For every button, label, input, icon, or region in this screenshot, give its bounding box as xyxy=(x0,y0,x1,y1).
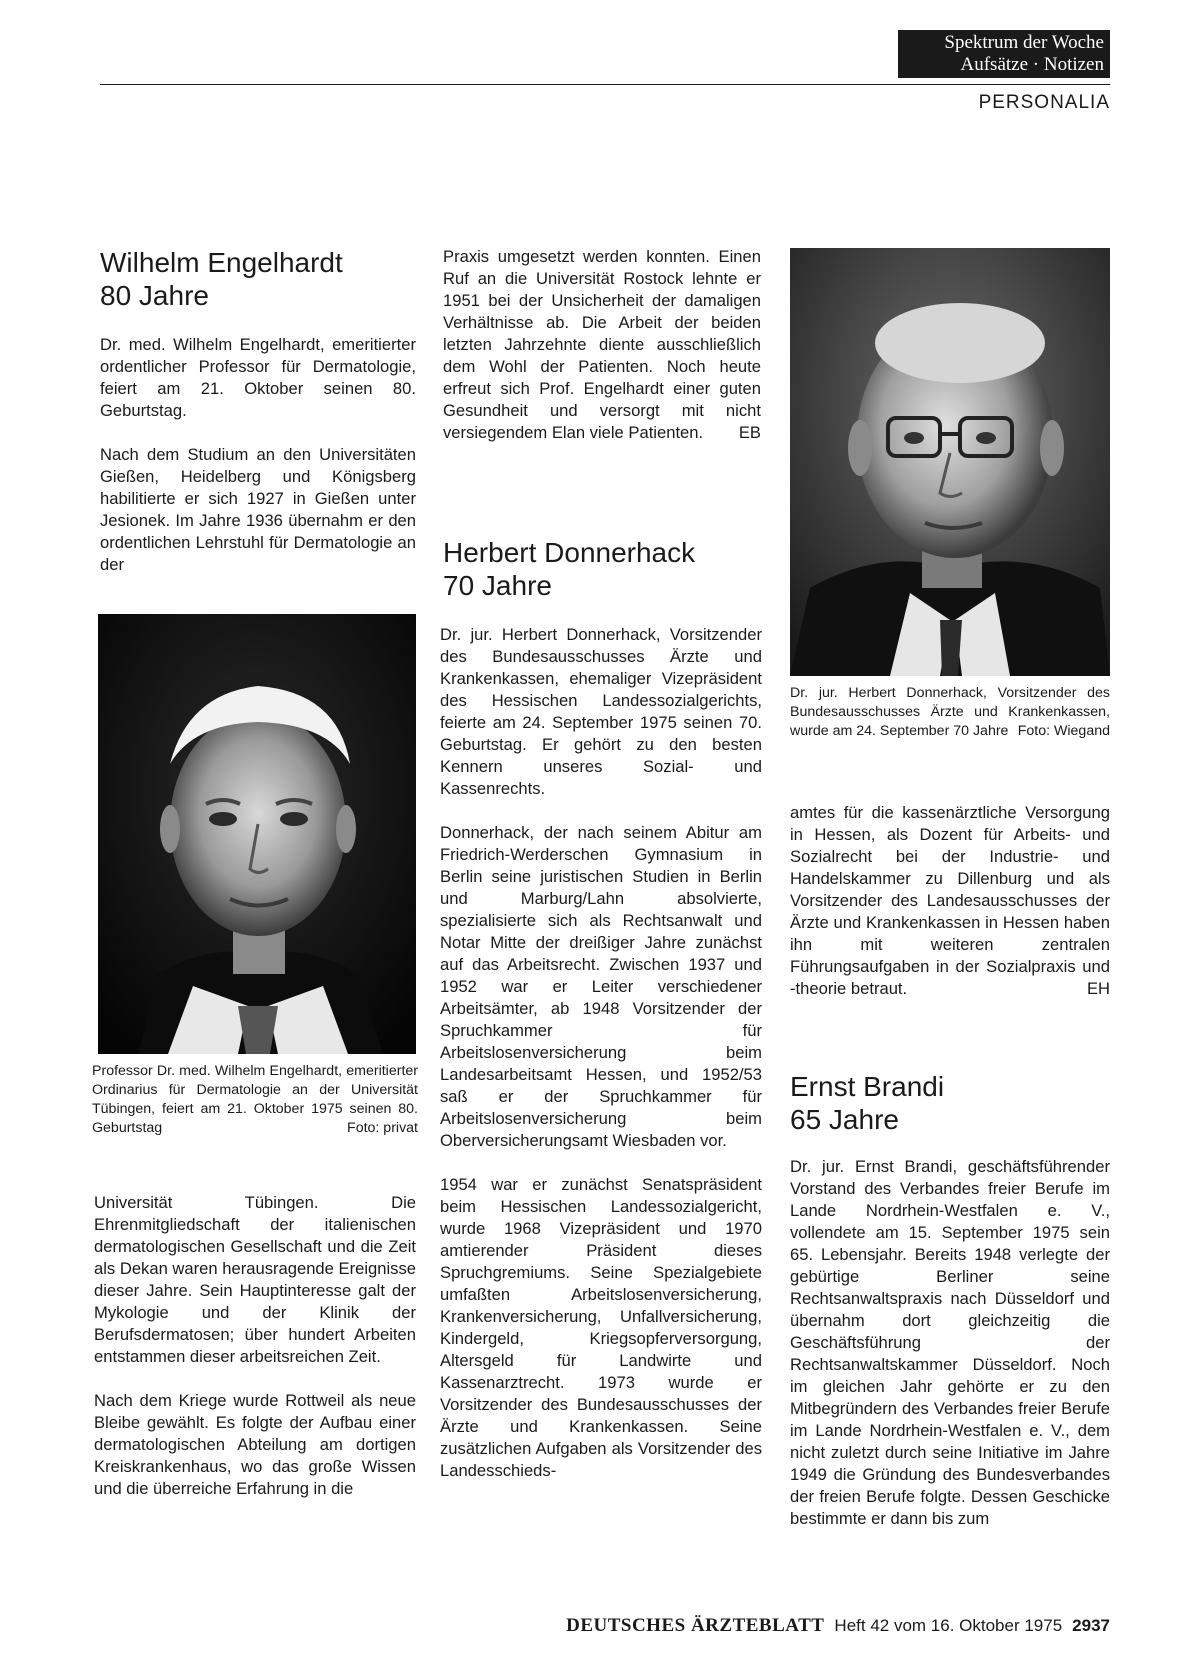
portrait-photo-donnerhack xyxy=(790,248,1110,676)
article2-signature: EH xyxy=(1086,979,1110,998)
section-label: PERSONALIA xyxy=(978,92,1110,113)
article2-column3-paragraph: amtes für die kassenärztliche Versorgung in Hessen, als Dozent für Arbeits- und Sozialrecht bei der Industrie- und Handelskammer zu Dillenburg und als Vorsitzender des Landesausschusses der Ärzte und Krankenkassen in Hessen haben ihn mit weiteren zentralen Führungsaufgaben in der Sozialpraxis und -theorie betraut. xyxy=(790,803,1110,998)
page-footer xyxy=(447,1616,1110,1636)
article2-caption-text: Dr. jur. Herbert Donnerhack, Vorsitzender des Bundesausschusses Ärzte und Krankenkassen, wurde am 24. September 70 Jahre xyxy=(790,685,1110,739)
article3-title-name: Ernst Brandi xyxy=(790,1071,945,1102)
article1-paragraph: Universität Tübingen. Die Ehrenmitgliedschaft der italienischen dermatologischen Gesellschaft und die Zeit als Dekan waren herausragende Ereignisse dieser Jahre. Sein Hauptinteresse galt der Mykologie und der Klinik der Berufsdermatosen; über hundert Arbeiten entstammen dieser arbeitsreichen Zeit. xyxy=(94,1193,416,1366)
article2-text xyxy=(440,624,762,1482)
article1-title xyxy=(100,246,430,312)
footer-page-number: 2937 xyxy=(1072,1616,1110,1635)
article1-photo-caption xyxy=(92,1062,418,1138)
header-box-line2: Aufsätze · Notizen xyxy=(960,54,1104,75)
article2-title xyxy=(443,536,761,602)
article1-title-name: Wilhelm Engelhardt xyxy=(100,247,343,278)
article2-caption-credit: Foto: Wiegand xyxy=(1017,723,1110,739)
article2-paragraph: 1954 war er zunächst Senatspräsident beim Hessischen Landessozialgericht, wurde 1968 Vizepräsident und 1970 amtierender Präsident dieses Spruchgremiums. Seine Spezialgebiete umfaßten Arbeitslosenversicherung, Krankenversicherung, Unfallversicherung, Kindergeld, Kriegsopferversorgung, Altersgeld für Landwirte und Kassenarztrecht. 1973 wurde er Vorsitzender des Bundesausschusses der Ärzte und Krankenkassen. Seine zusätzlichen Aufgaben als Vorsitzender des Landesschieds- xyxy=(440,1175,762,1480)
article3-text xyxy=(790,1156,1110,1530)
article1-intro-text xyxy=(100,334,416,576)
article2-title-age: 70 Jahre xyxy=(443,570,552,601)
article1-caption-text: Professor Dr. med. Wilhelm Engelhardt, emeritierter Ordinarius für Dermatologie an der Universität Tübingen, feiert am 21. Oktober 1975 seinen 80. Geburtstag xyxy=(92,1063,418,1136)
article1-caption-credit: Foto: privat xyxy=(347,1120,418,1136)
article1-title-age: 80 Jahre xyxy=(100,280,209,311)
article1-paragraph: Dr. med. Wilhelm Engelhardt, emeritierter ordentlicher Professor für Dermatologie, feiert am 21. Oktober seinen 80. Geburtstag. xyxy=(100,335,416,420)
article2-paragraph: Dr. jur. Herbert Donnerhack, Vorsitzender des Bundesausschusses Ärzte und Krankenkassen, ehemaliger Vizepräsident des Hessischen Landessozialgerichts, feierte am 24. September 1975 seinen 70. Geburtstag. Er gehört zu den besten Kennern unseres Sozial- und Kassenrechts. xyxy=(440,625,762,798)
article2-column3-text xyxy=(790,802,1110,1000)
header-box-line1: Spektrum der Woche xyxy=(944,32,1104,53)
article2-photo-caption xyxy=(790,684,1110,741)
article1-column2-text xyxy=(443,246,761,444)
article3-title-age: 65 Jahre xyxy=(790,1104,899,1135)
portrait-donnerhack-image xyxy=(790,248,1110,676)
article1-paragraph: Nach dem Kriege wurde Rottweil als neue Bleibe gewählt. Es folgte der Aufbau einer dermatologischen Abteilung am dortigen Kreiskrankenhaus, wo das große Wissen und die überreiche Erfahrung in die xyxy=(94,1391,416,1498)
article3-title xyxy=(790,1070,1110,1136)
article1-continued-text xyxy=(94,1192,416,1500)
article3-paragraph: Dr. jur. Ernst Brandi, geschäftsführender Vorstand des Verbandes freier Berufe im Lande Nordrhein-Westfalen e. V., vollendete am 15. September 1975 sein 65. Lebensjahr. Bereits 1948 verlegte der gebürtige Berliner seine Rechtsanwaltspraxis nach Düsseldorf und übernahm dort gleichzeitig die Geschäftsführung der Rechtsanwaltskammer Düsseldorf. Noch im gleichen Jahr gehörte er zu den Mitbegründern des Verbandes freier Berufe im Lande Nordrhein-Westfalen e. V., dem nicht zuletzt durch seine Initiative im Jahre 1949 die Gründung des Bundesverbandes der freien Berufe folgte. Dessen Geschicke bestimmte er dann bis zum xyxy=(790,1157,1110,1528)
footer-issue: Heft 42 vom 16. Oktober 1975 xyxy=(834,1616,1063,1635)
article1-paragraph: Nach dem Studium an den Universitäten Gießen, Heidelberg und Königsberg habilitierte er sich 1927 in Gießen unter Jesionek. Im Jahre 1936 übernahm er den ordentlichen Lehrstuhl für Dermatologie an der xyxy=(100,445,416,574)
portrait-engelhardt-image xyxy=(98,614,416,1054)
article1-signature: EB xyxy=(738,423,761,442)
article1-column2-paragraph: Praxis umgesetzt werden konnten. Einen Ruf an die Universität Rostock lehnte er 1951 bei der Unsicherheit der damaligen Verhältnisse ab. Die Arbeit der beiden letzten Jahrzehnte diente ausschließlich dem Wohl der Patienten. Noch heute erfreut sich Prof. Engelhardt einer guten Gesundheit und versorgt mit nicht versiegendem Elan viele Patienten. xyxy=(443,247,761,442)
article2-title-name: Herbert Donnerhack xyxy=(443,537,696,568)
section-header-box xyxy=(898,30,1110,78)
article2-paragraph: Donnerhack, der nach seinem Abitur am Friedrich-Werderschen Gymnasium in Berlin seine juristischen Studien in Berlin und Marburg/Lahn absolvierte, spezialisierte sich als Rechtsanwalt und Notar Mitte der dreißiger Jahre zunächst auf das Arbeitsrecht. Zwischen 1937 und 1952 war er Leiter verschiedener Arbeitsämter, ab 1948 Vorsitzender der Spruchkammer für Arbeitslosenversicherung beim Landesarbeitsamt Hessen, und 1952/53 saß er der Spruchkammer für Arbeitslosenversicherung beim Oberversicherungsamt Wiesbaden vor. xyxy=(440,823,762,1150)
footer-journal-name: DEUTSCHES ÄRZTEBLATT xyxy=(566,1615,825,1636)
portrait-photo-engelhardt xyxy=(98,614,416,1054)
top-rule-divider xyxy=(100,84,1110,85)
